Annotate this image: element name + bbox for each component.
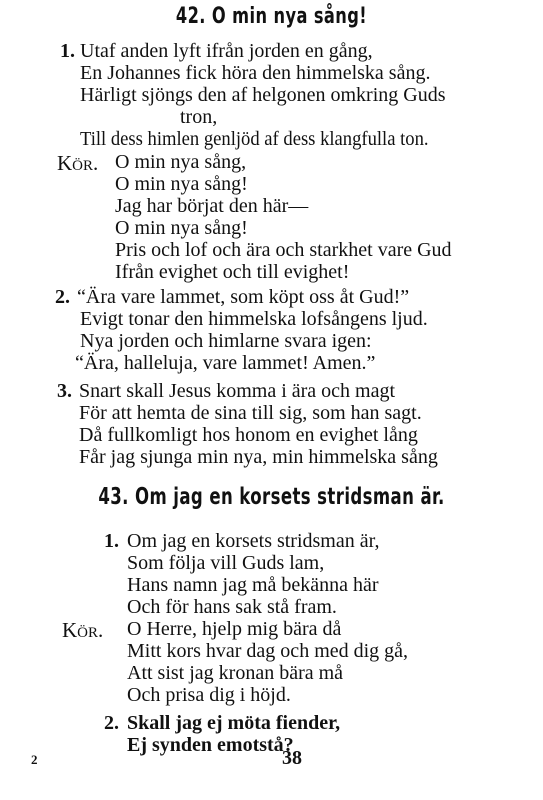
verse-line: O min nya sång, bbox=[115, 151, 247, 173]
verse-line: Då fullkomligt hos honom en evighet lång bbox=[79, 424, 418, 446]
verse-line: O Herre, hjelp mig bära då bbox=[127, 618, 342, 640]
hymn-42-stanza-2 bbox=[77, 286, 428, 374]
verse-line: “Ära, halleluja, vare lammet! Amen.” bbox=[75, 352, 376, 374]
stanza-number: 2. bbox=[104, 712, 119, 734]
verse-line: Om jag en korsets stridsman är, bbox=[127, 530, 380, 552]
verse-line: O min nya sång! bbox=[115, 217, 248, 239]
verse-line: Ifrån evighet och till evighet! bbox=[115, 261, 350, 283]
verse-line: Snart skall Jesus komma i ära och magt bbox=[79, 380, 396, 402]
verse-line: Skall jag ej möta fiender, bbox=[127, 712, 341, 734]
verse-line: Ej synden emotstå? bbox=[127, 734, 294, 756]
hymn-42-title: 42. O min nya sång! bbox=[175, 4, 368, 29]
hymn-43-stanza-1 bbox=[127, 530, 379, 618]
hymn-43-stanza-2 bbox=[127, 712, 340, 756]
verse-line: Evigt tonar den himmelska lofsångens ljud. bbox=[80, 308, 428, 330]
verse-line: Som följa vill Guds lam, bbox=[127, 552, 325, 574]
stanza-number: 1. bbox=[104, 530, 119, 552]
verse-line: O min nya sång! bbox=[115, 173, 248, 195]
verse-line: Till dess himlen genljöd af dess klangfulla ton. bbox=[80, 128, 429, 150]
verse-line: “Ära vare lammet, som köpt oss åt Gud!” bbox=[77, 286, 410, 308]
verse-line: Härligt sjöngs den af helgonen omkring Guds bbox=[80, 84, 446, 106]
printer-signature: 2 bbox=[31, 752, 38, 767]
hymn-42-stanza-1 bbox=[80, 40, 455, 150]
verse-line: Får jag sjunga min nya, min himmelska sång bbox=[79, 446, 438, 468]
stanza-number: 1. bbox=[60, 40, 75, 62]
hymn-42-stanza-3 bbox=[79, 380, 438, 468]
verse-line: Och för hans sak stå fram. bbox=[127, 596, 337, 618]
stanza-number: 2. bbox=[55, 286, 70, 308]
verse-line: Och prisa dig i höjd. bbox=[127, 684, 291, 706]
verse-line: Mitt kors hvar dag och med dig gå, bbox=[127, 640, 409, 662]
hymn-43-title: 43. Om jag en korsets stridsman är. bbox=[98, 484, 445, 510]
verse-line: Jag har börjat den här— bbox=[115, 195, 309, 217]
stanza-number: 3. bbox=[57, 380, 72, 402]
verse-line: tron, bbox=[180, 106, 218, 128]
verse-line: En Johannes fick höra den himmelska sång. bbox=[80, 62, 431, 84]
verse-line: Att sist jag kronan bära må bbox=[127, 662, 344, 684]
chorus-label: Kör. bbox=[62, 618, 104, 642]
hymn-43-chorus bbox=[127, 618, 408, 706]
chorus-label: Kör. bbox=[57, 151, 99, 175]
verse-line: För att hemta de sina till sig, som han sagt. bbox=[79, 402, 422, 424]
hymn-42-chorus bbox=[115, 151, 452, 283]
verse-line: Utaf anden lyft ifrån jorden en gång, bbox=[80, 40, 373, 62]
verse-line: Nya jorden och himlarne svara igen: bbox=[80, 330, 372, 352]
verse-line: Hans namn jag må bekänna här bbox=[127, 574, 379, 596]
verse-line: Pris och lof och ära och starkhet vare Gud bbox=[115, 239, 452, 261]
page-number: 38 bbox=[282, 747, 302, 769]
